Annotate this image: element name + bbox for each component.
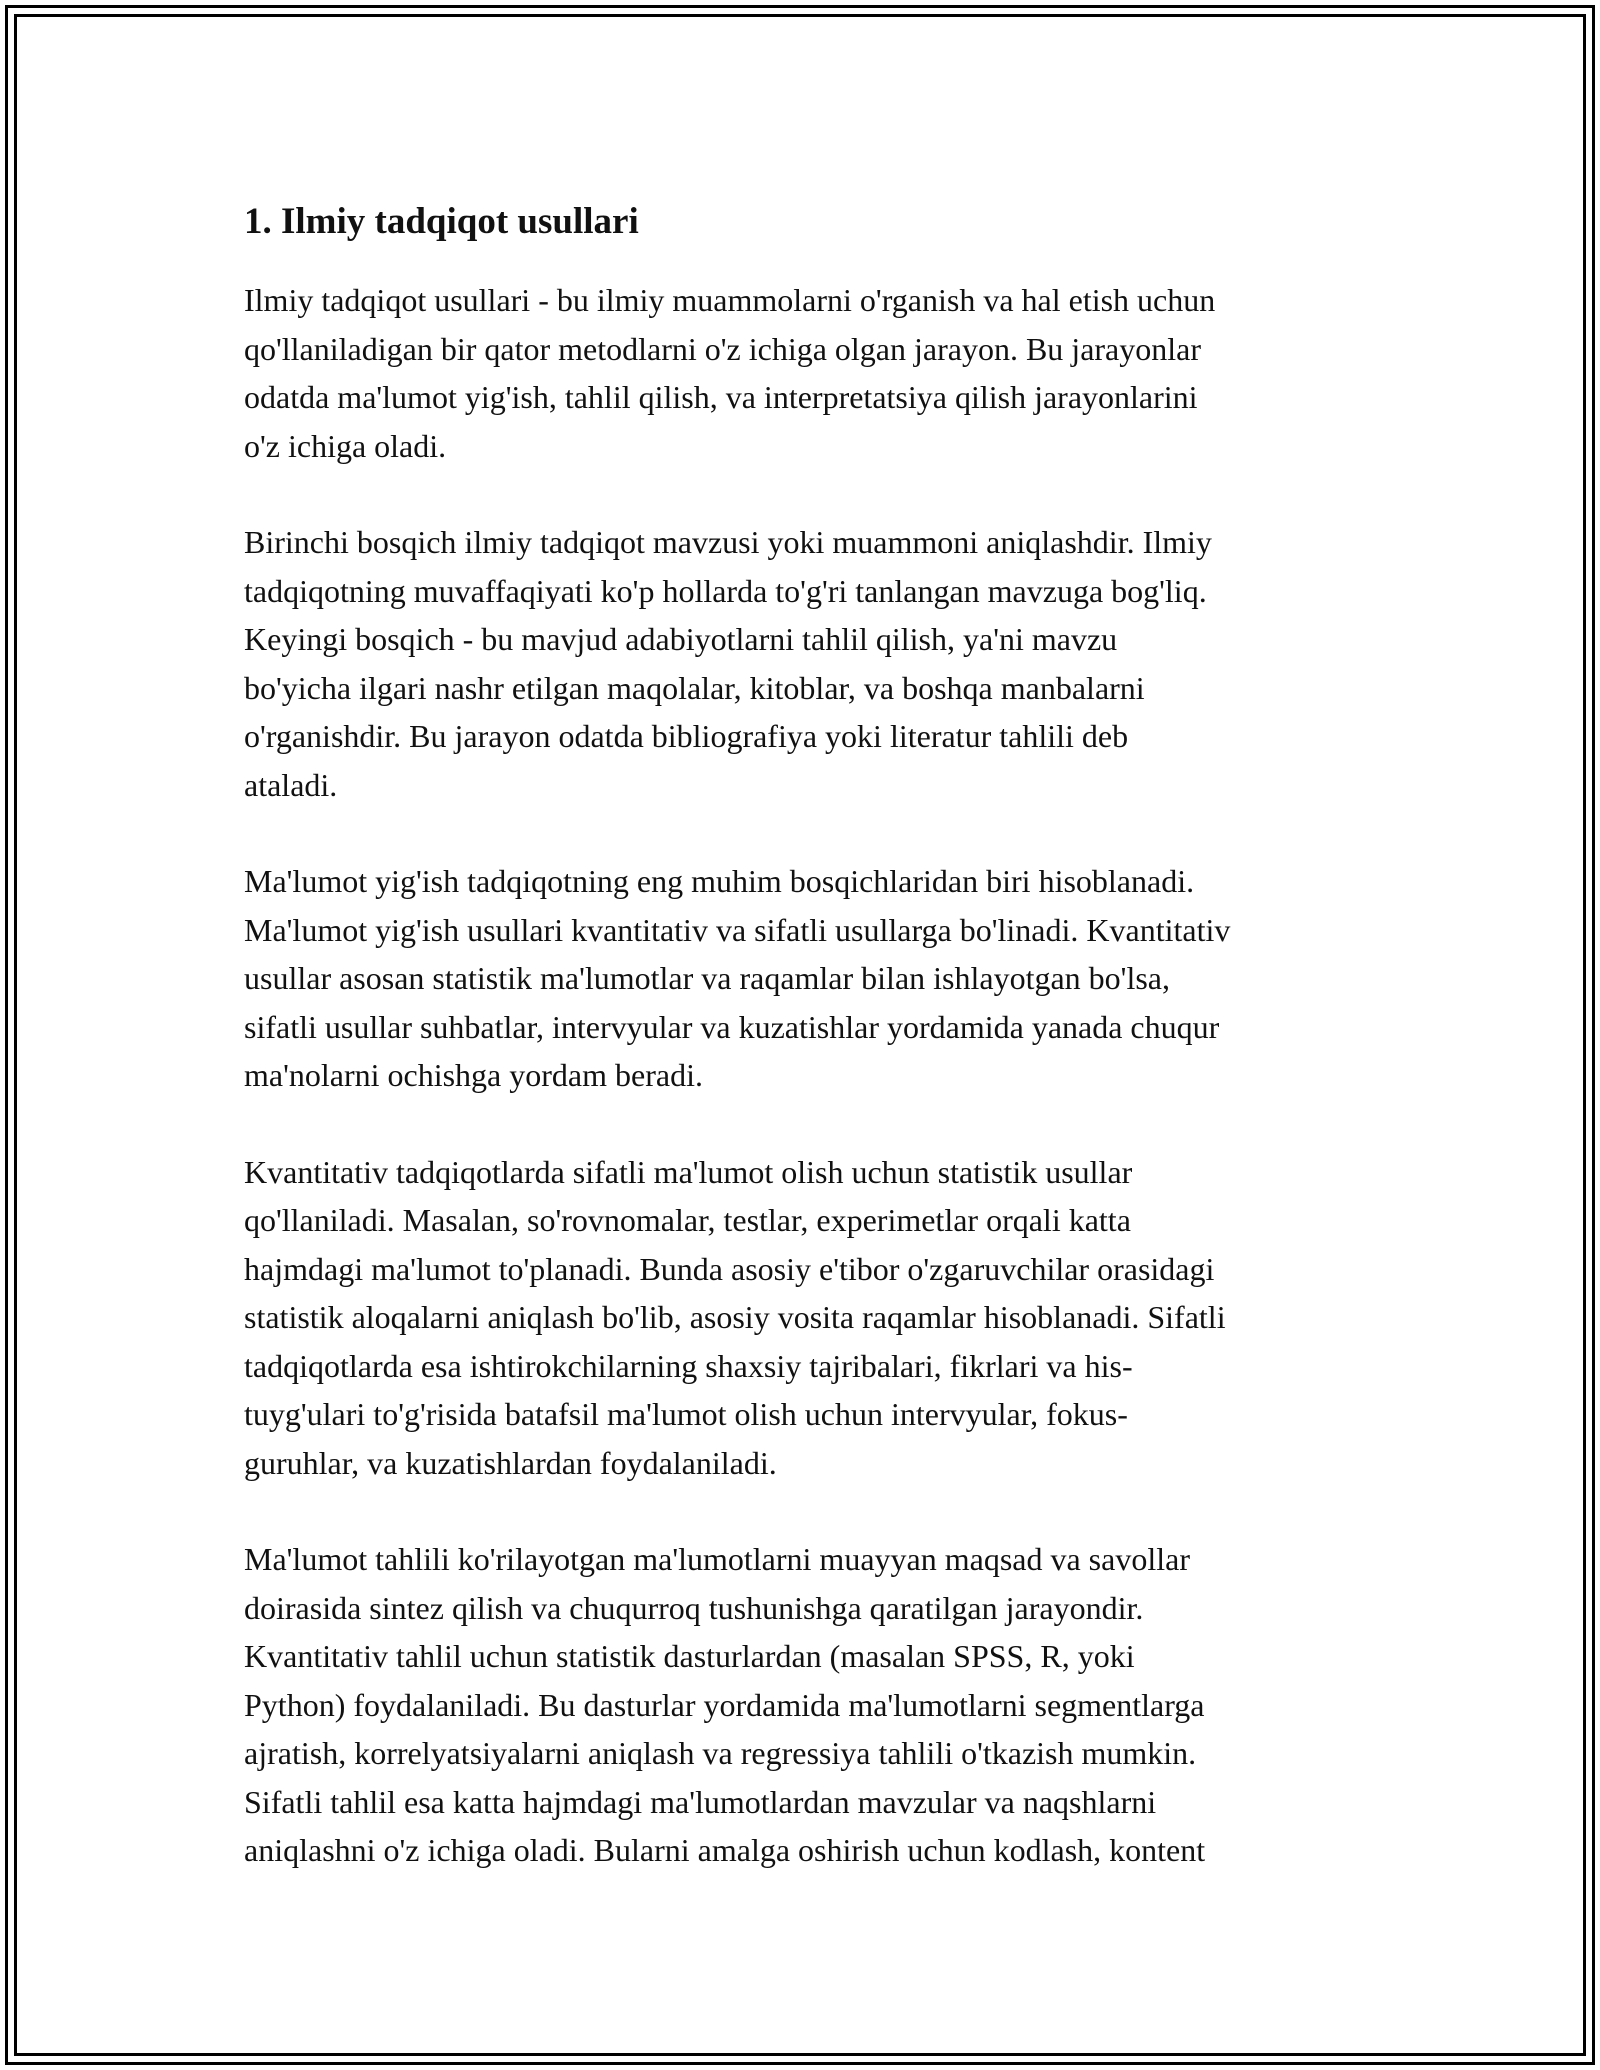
paragraph-line: Keyingi bosqich - bu mavjud adabiyotlarni tahlil qilish, ya'ni mavzu <box>244 621 1118 657</box>
paragraph-line: Sifatli tahlil esa katta hajmdagi ma'lumotlardan mavzular va naqshlarni <box>244 1783 1157 1820</box>
paragraph-line: ajratish, korrelyatsiyalarni aniqlash va regressiya tahlili o'tkazish mumkin. <box>244 1735 1197 1771</box>
paragraph-line: guruhlar, va kuzatishlardan foydalaniladi. <box>244 1444 777 1481</box>
paragraph-line: bo'yicha ilgari nashr etilgan maqolalar, kitoblar, va boshqa manbalarni <box>244 669 1145 706</box>
paragraph-line: aniqlashni o'z ichiga oladi. Bularni amalga oshirish uchun kodlash, kontent <box>244 1832 1206 1868</box>
page-frame <box>5 5 1595 2065</box>
paragraph-line: Python) foydalaniladi. Bu dasturlar yordamida ma'lumotlarni segmentlarga <box>244 1686 1205 1723</box>
paragraph-line: Ma'lumot tahlili ko'rilayotgan ma'lumotlarni muayyan maqsad va savollar <box>244 1541 1190 1577</box>
paragraph <box>244 276 1386 470</box>
paragraph-line: hajmdagi ma'lumot to'planadi. Bunda asosiy e'tibor o'zgaruvchilar orasidagi <box>244 1250 1215 1287</box>
paragraph-line: Ma'lumot yig'ish usullari kvantitativ va sifatli usullarga bo'linadi. Kvantitativ <box>244 911 1231 948</box>
paragraph-line: Ilmiy tadqiqot usullari - bu ilmiy muammolarni o'rganish va hal etish uchun <box>244 282 1216 318</box>
paragraph-line: Kvantitativ tahlil uchun statistik dasturlardan (masalan SPSS, R, yoki <box>244 1638 1135 1674</box>
paragraph-line: tadqiqotlarda esa ishtirokchilarning shaxsiy tajribalari, fikrlari va his- <box>244 1347 1133 1384</box>
paragraph-line: qo'llaniladi. Masalan, so'rovnomalar, testlar, experimetlar orqali katta <box>244 1202 1131 1238</box>
paragraph <box>244 857 1386 1100</box>
section-heading: 1. Ilmiy tadqiqot usullari <box>244 201 639 242</box>
paragraph-line: ma'nolarni ochishga yordam beradi. <box>244 1057 703 1093</box>
paragraph-line: qo'llaniladigan bir qator metodlarni o'z ichiga olgan jarayon. Bu jarayonlar <box>244 330 1201 367</box>
paragraph <box>244 1535 1386 1875</box>
paragraph-line: usullar asosan statistik ma'lumotlar va raqamlar bilan ishlayotgan bo'lsa, <box>244 960 1170 996</box>
paragraph-line: tuyg'ulari to'g'risida batafsil ma'lumot olish uchun intervyular, fokus- <box>244 1396 1128 1432</box>
paragraph-line: statistik aloqalarni aniqlash bo'lib, asosiy vosita raqamlar hisoblanadi. Sifatli <box>244 1299 1226 1335</box>
paragraph-line: doirasida sintez qilish va chuqurroq tushunishga qaratilgan jarayondir. <box>244 1589 1144 1626</box>
paragraph-line: ataladi. <box>244 766 338 803</box>
paragraph <box>244 518 1386 809</box>
paragraph-line: odatda ma'lumot yig'ish, tahlil qilish, va interpretatsiya qilish jarayonlarini <box>244 379 1198 415</box>
page-content <box>244 194 1386 1875</box>
paragraph-line: o'z ichiga oladi. <box>244 427 447 464</box>
paragraph-line: o'rganishdir. Bu jarayon odatda bibliografiya yoki literatur tahlili deb <box>244 718 1129 754</box>
paragraph-line: tadqiqotning muvaffaqiyati ko'p hollarda to'g'ri tanlangan mavzuga bog'liq. <box>244 572 1207 609</box>
paragraph-line: sifatli usullar suhbatlar, intervyular va kuzatishlar yordamida yanada chuqur <box>244 1008 1220 1045</box>
paragraph-list <box>244 276 1386 1875</box>
paragraph <box>244 1148 1386 1488</box>
paragraph-line: Kvantitativ tadqiqotlarda sifatli ma'lumot olish uchun statistik usullar <box>244 1153 1133 1190</box>
paragraph-line: Ma'lumot yig'ish tadqiqotning eng muhim bosqichlaridan biri hisoblanadi. <box>244 863 1195 899</box>
paragraph-line: Birinchi bosqich ilmiy tadqiqot mavzusi yoki muammoni aniqlashdir. Ilmiy <box>244 524 1212 560</box>
